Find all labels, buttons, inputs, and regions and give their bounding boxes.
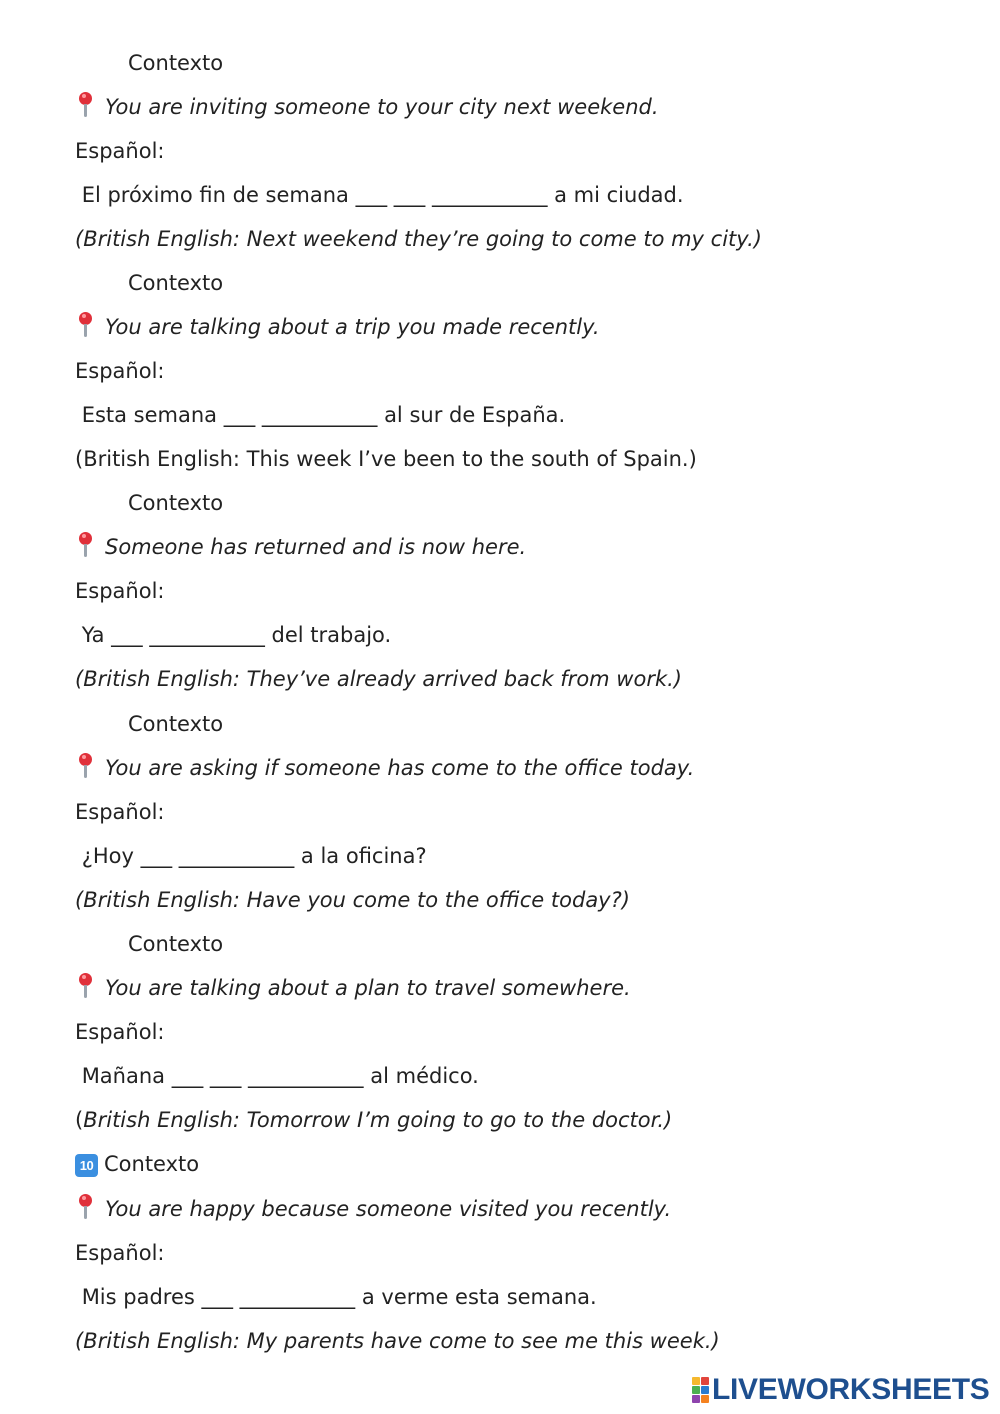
round-pushpin-icon (75, 312, 97, 338)
translation-text: (British English: Next weekend they’re going to come to my city.) (75, 227, 762, 251)
situation-text: Someone has returned and is now here. (105, 535, 527, 559)
context-label: Contexto (128, 271, 224, 295)
spanish-label: Español: (75, 1020, 165, 1044)
situation-line (75, 532, 526, 562)
spanish-label: Español: (75, 579, 165, 603)
exercise-sentence: Mañana ___ ___ ___________ al médico. (81, 1064, 479, 1088)
context-label: Contexto (128, 932, 224, 956)
situation-text: You are asking if someone has come to the office today. (105, 756, 695, 780)
spanish-label: Español: (75, 1241, 165, 1265)
translation-text: (British English: Have you come to the office today?) (75, 888, 630, 912)
exercise-sentence: Esta semana ___ ___________ al sur de España. (81, 403, 566, 427)
spanish-label: Español: (75, 800, 165, 824)
context-label: 10 Contexto (75, 1149, 199, 1179)
liveworksheets-logo (692, 1372, 990, 1408)
exercise-sentence: El próximo fin de semana ___ ___ ___________ a mi ciudad. (81, 183, 684, 207)
brand-name: LIVEWORKSHEETS (712, 1373, 990, 1406)
round-pushpin-icon (75, 753, 97, 779)
liveworksheets-logo-icon (692, 1377, 709, 1403)
context-label: Contexto (128, 712, 224, 736)
context-label: Contexto (128, 51, 224, 75)
situation-text: You are talking about a trip you made recently. (105, 315, 600, 339)
situation-line (75, 973, 631, 1003)
translation-text: (British English: My parents have come to see me this week.) (75, 1329, 720, 1353)
translation-text: (British English: This week I’ve been to the south of Spain.) (75, 447, 697, 471)
situation-line (75, 312, 600, 342)
translation-text: (British English: Tomorrow I’m going to go to the doctor.) (75, 1108, 673, 1132)
exercise-sentence: Ya ___ ___________ del trabajo. (81, 623, 392, 647)
situation-line (75, 92, 659, 122)
situation-text: You are inviting someone to your city next weekend. (105, 95, 659, 119)
situation-text: You are talking about a plan to travel somewhere. (105, 976, 631, 1000)
round-pushpin-icon (75, 973, 97, 999)
exercise-sentence: Mis padres ___ ___________ a verme esta semana. (81, 1285, 597, 1309)
situation-line (75, 1194, 671, 1224)
situation-line (75, 753, 694, 783)
spanish-label: Español: (75, 359, 165, 383)
exercise-sentence: ¿Hoy ___ ___________ a la oficina? (81, 844, 427, 868)
translation-text: (British English: They’ve already arrived back from work.) (75, 667, 682, 691)
spanish-label: Español: (75, 139, 165, 163)
round-pushpin-icon (75, 92, 97, 118)
keycap-ten-icon: 10 (75, 1154, 98, 1177)
round-pushpin-icon (75, 532, 97, 558)
round-pushpin-icon (75, 1194, 97, 1220)
context-label: Contexto (128, 491, 224, 515)
situation-text: You are happy because someone visited you recently. (105, 1197, 672, 1221)
